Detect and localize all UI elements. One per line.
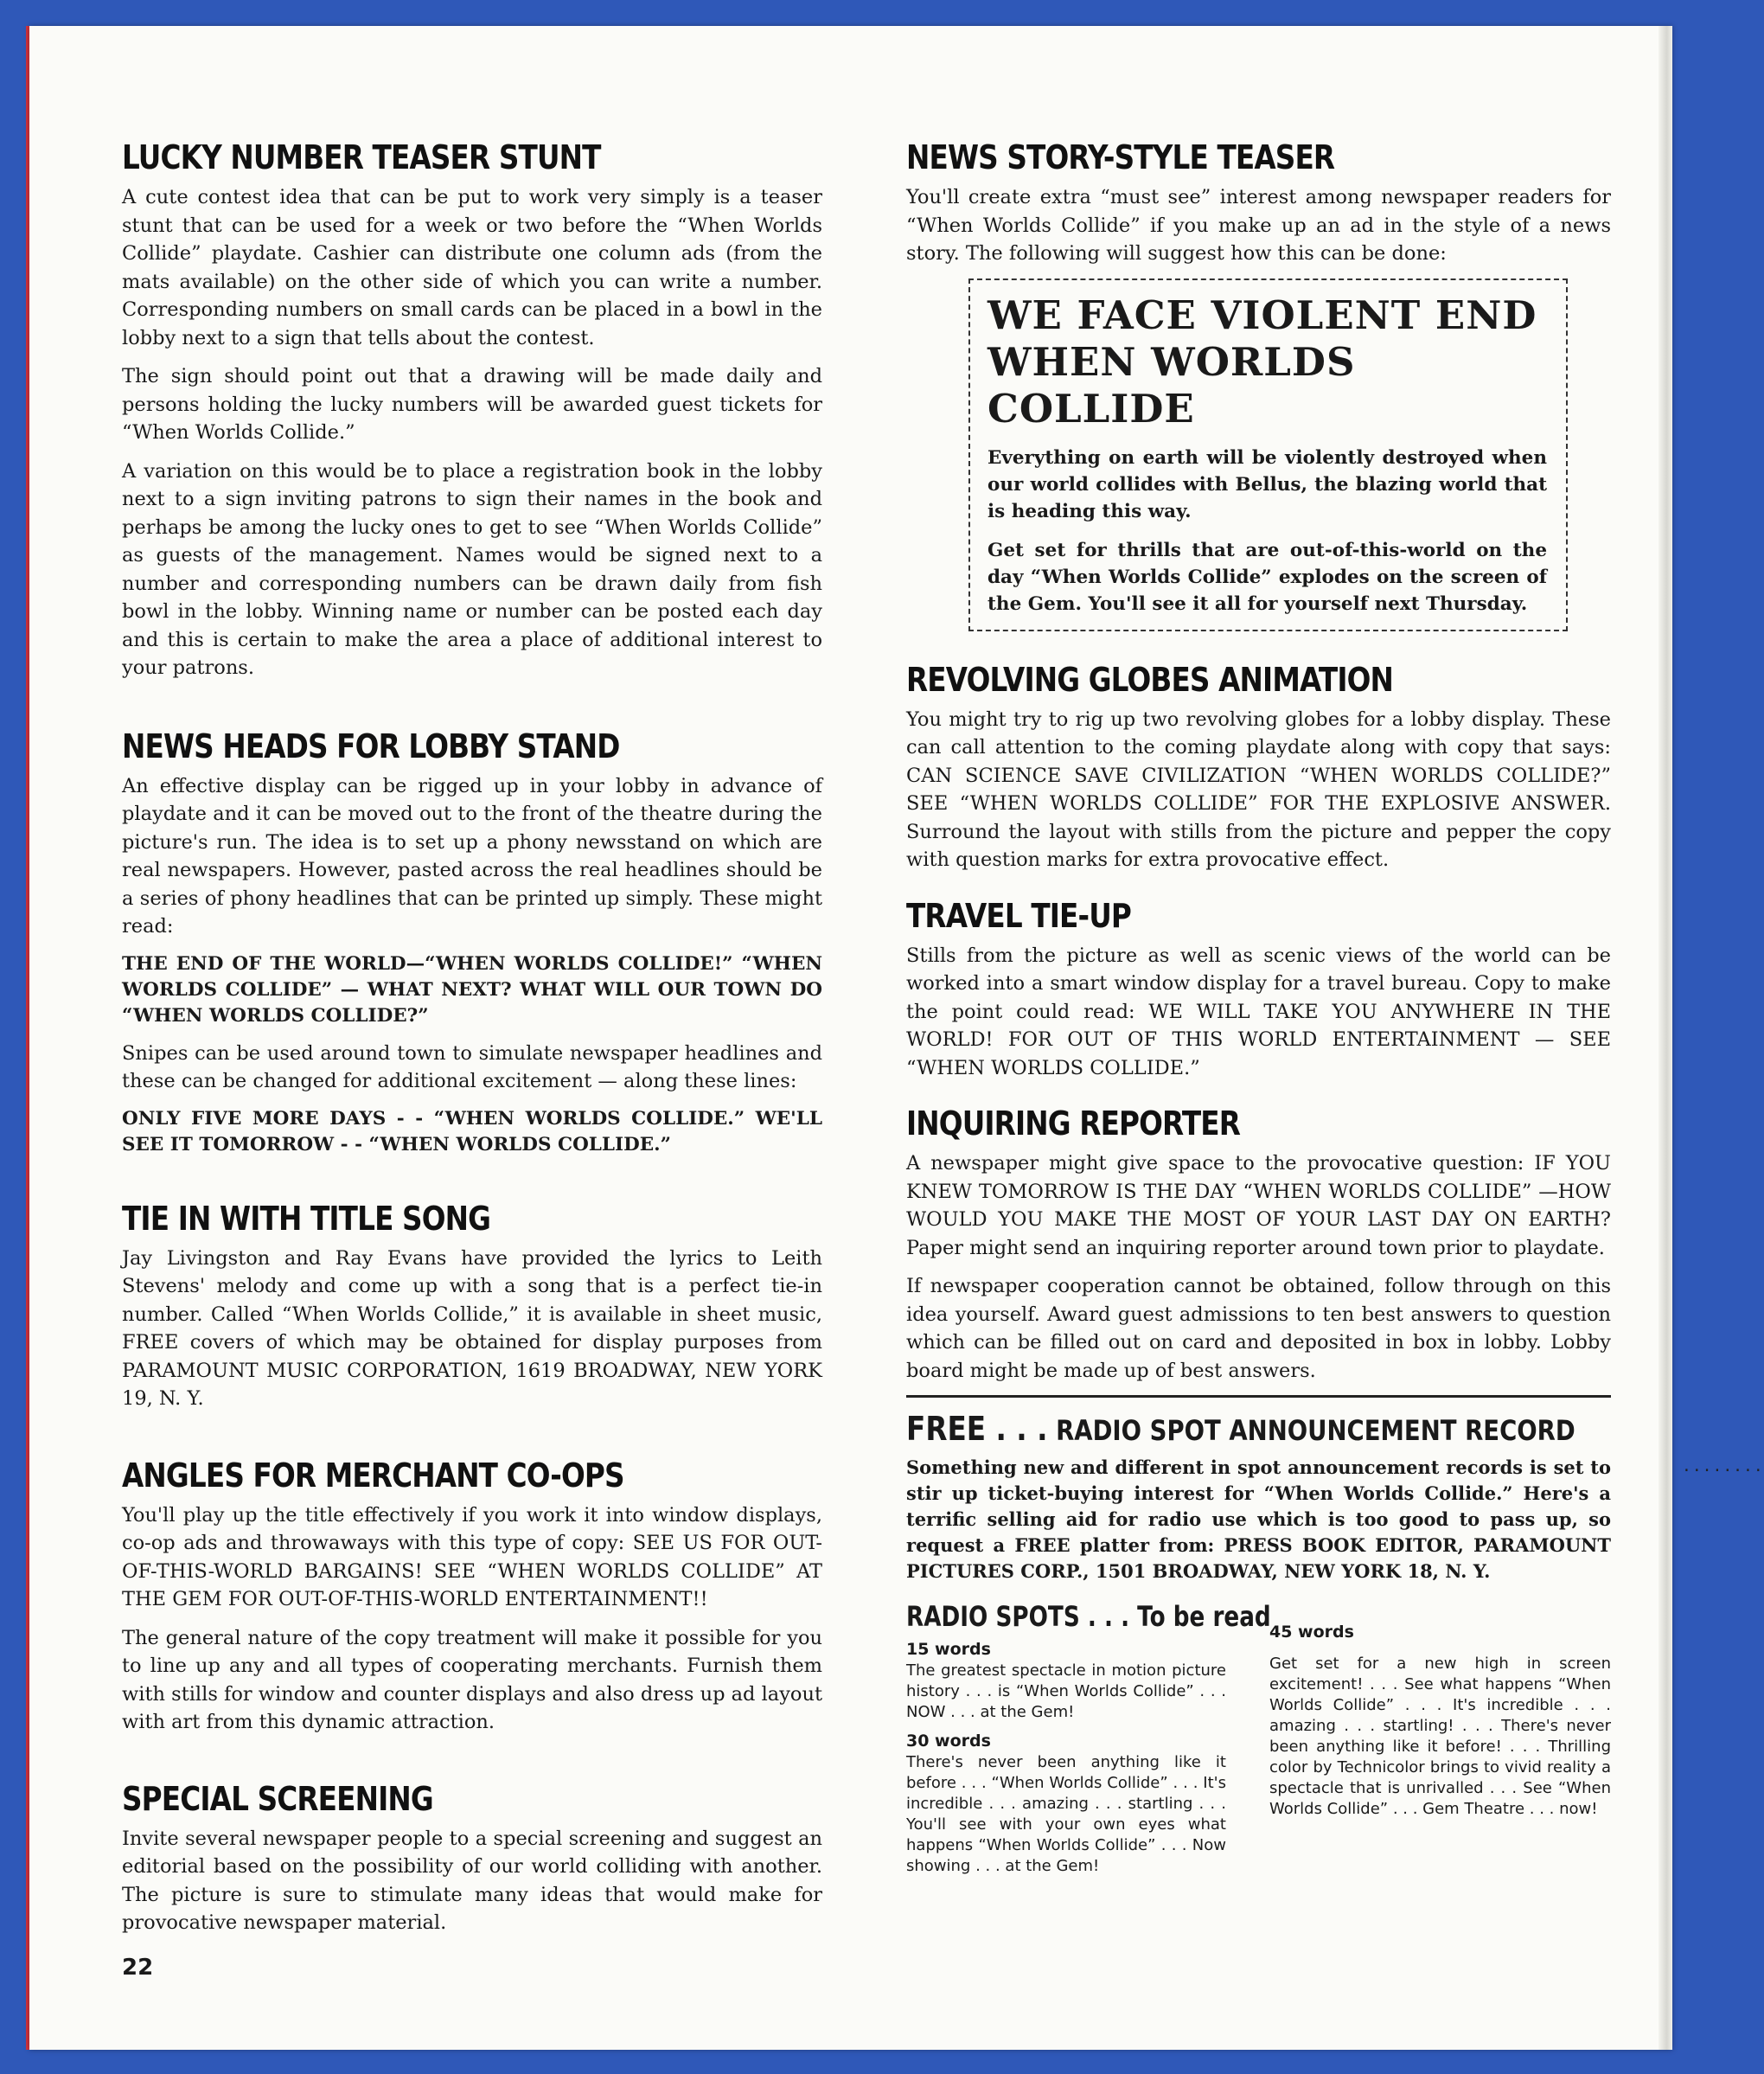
section-revolving-globes [906, 661, 1611, 874]
section-heading: REVOLVING GLOBES ANIMATION [906, 660, 1394, 699]
left-column [122, 138, 822, 1975]
section-heading: LUCKY NUMBER TEASER STUNT [122, 138, 601, 176]
paragraph: A variation on this would be to place a registration book in the lobby next to a sign inviting patrons to sign their names in the book and perhaps be among the lucky ones to get to see “When Worlds Collide” as guests of the management. Names would be signed next to a number and corresponding numbers can be drawn daily from fish bowl in the lobby. Winning name or number can be posted each day and this is certain to make the area a place of additional interest to your patrons. [122, 459, 822, 679]
paragraph: If newspaper cooperation cannot be obtained, follow through on this idea yourself. Award guest admissions to ten best answers to question which can be filled out on card and deposited in box in lobby. Lobby board might be made up of best answers. [906, 1275, 1611, 1382]
radio-spots-columns [906, 1623, 1611, 1885]
paragraph: Snipes can be used around town to simulate newspaper headlines and these can be changed for additional excitement — along these lines: [122, 1041, 822, 1092]
page-fold [1659, 26, 1672, 2050]
free-title-rest: RADIO SPOT ANNOUNCEMENT RECORD [1056, 1414, 1575, 1447]
section-heading: TRAVEL TIE-UP [906, 896, 1132, 935]
section-heading: TIE IN WITH TITLE SONG [122, 1199, 491, 1238]
paragraph: A newspaper might give space to the provocative question: IF YOU KNEW TOMORROW IS THE DAY “WHEN WORLDS COLLIDE” —HOW WOULD YOU MAKE THE MOST OF YOUR LAST DAY ON EARTH? Paper might send an inquiring reporter around town prior to playdate. [906, 1152, 1611, 1259]
spot-text-45: Get set for a new high in screen excitement! . . . See what happens “When Worlds Collide” . . . It's incredible . . . amazing . . . startling! . . . There's never been anything like it before! . . . Thrilling color by Technicolor brings to vivid reality a spectacle that is unrivalled . . . See “When Worlds Collide” . . . Gem Theatre . . . now! [1269, 1655, 1611, 1818]
right-column [906, 138, 1611, 1885]
section-special-screening [122, 1780, 822, 1937]
spot-text-30: There's never been anything like it before . . . “When Worlds Collide” . . . It's incredible . . . amazing . . . startling . . . You'll see with your own eyes what happens “When Worlds Collide” . . . Now showing . . . at the Gem! [906, 1753, 1226, 1875]
section-heading: SPECIAL SCREENING [122, 1779, 433, 1818]
section-radio-spots [906, 1600, 1611, 1885]
paragraph: An effective display can be rigged up in your lobby in advance of playdate and it can be moved out to the front of the theatre during the picture's run. The idea is to set up a phony newsstand on which are real newspapers. However, pasted across the real headlines should be a series of phony headlines that can be printed up simply. These might read: [122, 774, 822, 938]
section-free-record [906, 1410, 1611, 1584]
spot-label-30: 30 words [906, 1732, 991, 1751]
paragraph: Stills from the picture as well as scenic views of the world can be worked into a smart window display for a travel bureau. Copy to make the point could read: WE WILL TAKE YOU ANYWHERE IN THE WORLD! FOR OUT OF THIS WORLD ENTERTAINMENT — SEE “WHEN WORLDS COLLIDE.” [906, 944, 1611, 1079]
paragraph: The general nature of the copy treatment will make it possible for you to line up any and all types of cooperating merchants. Furnish them with stills for window and counter displays and also dress up ad layout with art from this dynamic attraction. [122, 1626, 822, 1733]
spot-label-15: 15 words [906, 1640, 991, 1659]
divider-rule [906, 1395, 1611, 1398]
page-number: 22 [122, 1955, 154, 1981]
paragraph: You'll play up the title effectively if you work it into window displays, co-op ads and throwaways with this type of copy: SEE US FOR OUT-OF-THIS-WORLD BARGAINS! SEE “WHEN WORLDS COLLIDE” AT THE GEM FOR OUT-OF-THIS-WORLD ENTERTAINMENT!! [122, 1503, 822, 1610]
section-news-story [906, 138, 1611, 631]
section-heading: NEWS STORY-STYLE TEASER [906, 138, 1335, 176]
section-inquiring-reporter [906, 1104, 1611, 1385]
spot-text-15: The greatest spectacle in motion picture history . . . is “When Worlds Collide” . . . NOW . . . at the Gem! [906, 1661, 1226, 1721]
radio-spots-col-1 [906, 1636, 1226, 1885]
sample-ad-paragraph: Everything on earth will be violently destroyed when our world collides with Bellus, the blazing world that is heading this way. [987, 446, 1547, 522]
paragraph: Invite several newspaper people to a special screening and suggest an editorial based on the possibility of our world colliding with another. The picture is sure to stimulate many ideas that would make for provocative newspaper material. [122, 1827, 822, 1934]
radio-spots-title: RADIO SPOTS . . . To be read [906, 1600, 1271, 1633]
spot-label-45: 45 words [1269, 1623, 1354, 1642]
section-lucky-number [122, 138, 822, 682]
radio-spots-col-2 [1269, 1619, 1611, 1885]
sample-ad-box [968, 278, 1568, 631]
section-title-song [122, 1200, 822, 1413]
section-travel-tie-up [906, 897, 1611, 1083]
paragraph: Jay Livingston and Ray Evans have provided the lyrics to Leith Stevens' melody and come up with a song that is a perfect tie-in number. Called “When Worlds Collide,” it is available in sheet music, FREE covers of which may be obtained for display purposes from PARAMOUNT MUSIC CORPORATION, 1619 BROADWAY, NEW YORK 19, N. Y. [122, 1246, 822, 1410]
free-word: FREE . . . [906, 1410, 1048, 1448]
headline-copy: THE END OF THE WORLD—“WHEN WORLDS COLLIDE!” “WHEN WORLDS COLLIDE” — WHAT NEXT? WHAT WILL OUR TOWN DO “WHEN WORLDS COLLIDE?” [122, 952, 822, 1027]
section-news-heads [122, 727, 822, 1158]
sample-ad-paragraph: Get set for thrills that are out-of-this-world on the day “When Worlds Collide” explodes on the screen of the Gem. You'll see it all for yourself next Thursday. [987, 539, 1547, 615]
paragraph: A cute contest idea that can be put to work very simply is a teaser stunt that can be used for a week or two before the “When Worlds Collide” playdate. Cashier can distribute one column ads (from the mats available) on the other side of which you can write a number. Corresponding numbers on small cards can be placed in a bowl in the lobby next to a sign that tells about the contest. [122, 186, 822, 349]
section-heading: ANGLES FOR MERCHANT CO-OPS [122, 1456, 624, 1495]
edge-dots: ........ [1682, 1457, 1764, 1475]
section-merchant-coops [122, 1456, 822, 1737]
paragraph: The sign should point out that a drawing will be made daily and persons holding the lucky numbers will be awarded guest tickets for “When Worlds Collide.” [122, 365, 822, 444]
section-heading: INQUIRING REPORTER [906, 1104, 1241, 1143]
sample-ad-headline: WE FACE VIOLENT END WHEN WORLDS COLLIDE [987, 291, 1537, 432]
snipes-copy: ONLY FIVE MORE DAYS - - “WHEN WORLDS COLLIDE.” WE'LL SEE IT TOMORROW - - “WHEN WORLDS COLLIDE.” [122, 1107, 822, 1155]
free-record-title [906, 1410, 1575, 1448]
section-heading: NEWS HEADS FOR LOBBY STAND [122, 727, 620, 765]
free-record-text: Something new and different in spot announcement records is set to stir up ticket-buying interest for “When Worlds Collide.” Here's a terrific selling aid for radio use which is too good to pass up, so request a FREE platter from: PRESS BOOK EDITOR, PARAMOUNT PICTURES CORP., 1501 BROADWAY, NEW YORK 18, N. Y. [906, 1456, 1611, 1582]
paragraph: You'll create extra “must see” interest among newspaper readers for “When Worlds Collide” if you make up an ad in the style of a news story. The following will suggest how this can be done: [906, 186, 1611, 265]
paragraph: You might try to rig up two revolving globes for a lobby display. These can call attention to the coming playdate along with copy that says: CAN SCIENCE SAVE CIVILIZATION “WHEN WORLDS COLLIDE?” SEE “WHEN WORLDS COLLIDE” FOR THE EXPLOSIVE ANSWER. Surround the layout with stills from the picture and pepper the copy with question marks for extra provocative effect. [906, 707, 1611, 871]
